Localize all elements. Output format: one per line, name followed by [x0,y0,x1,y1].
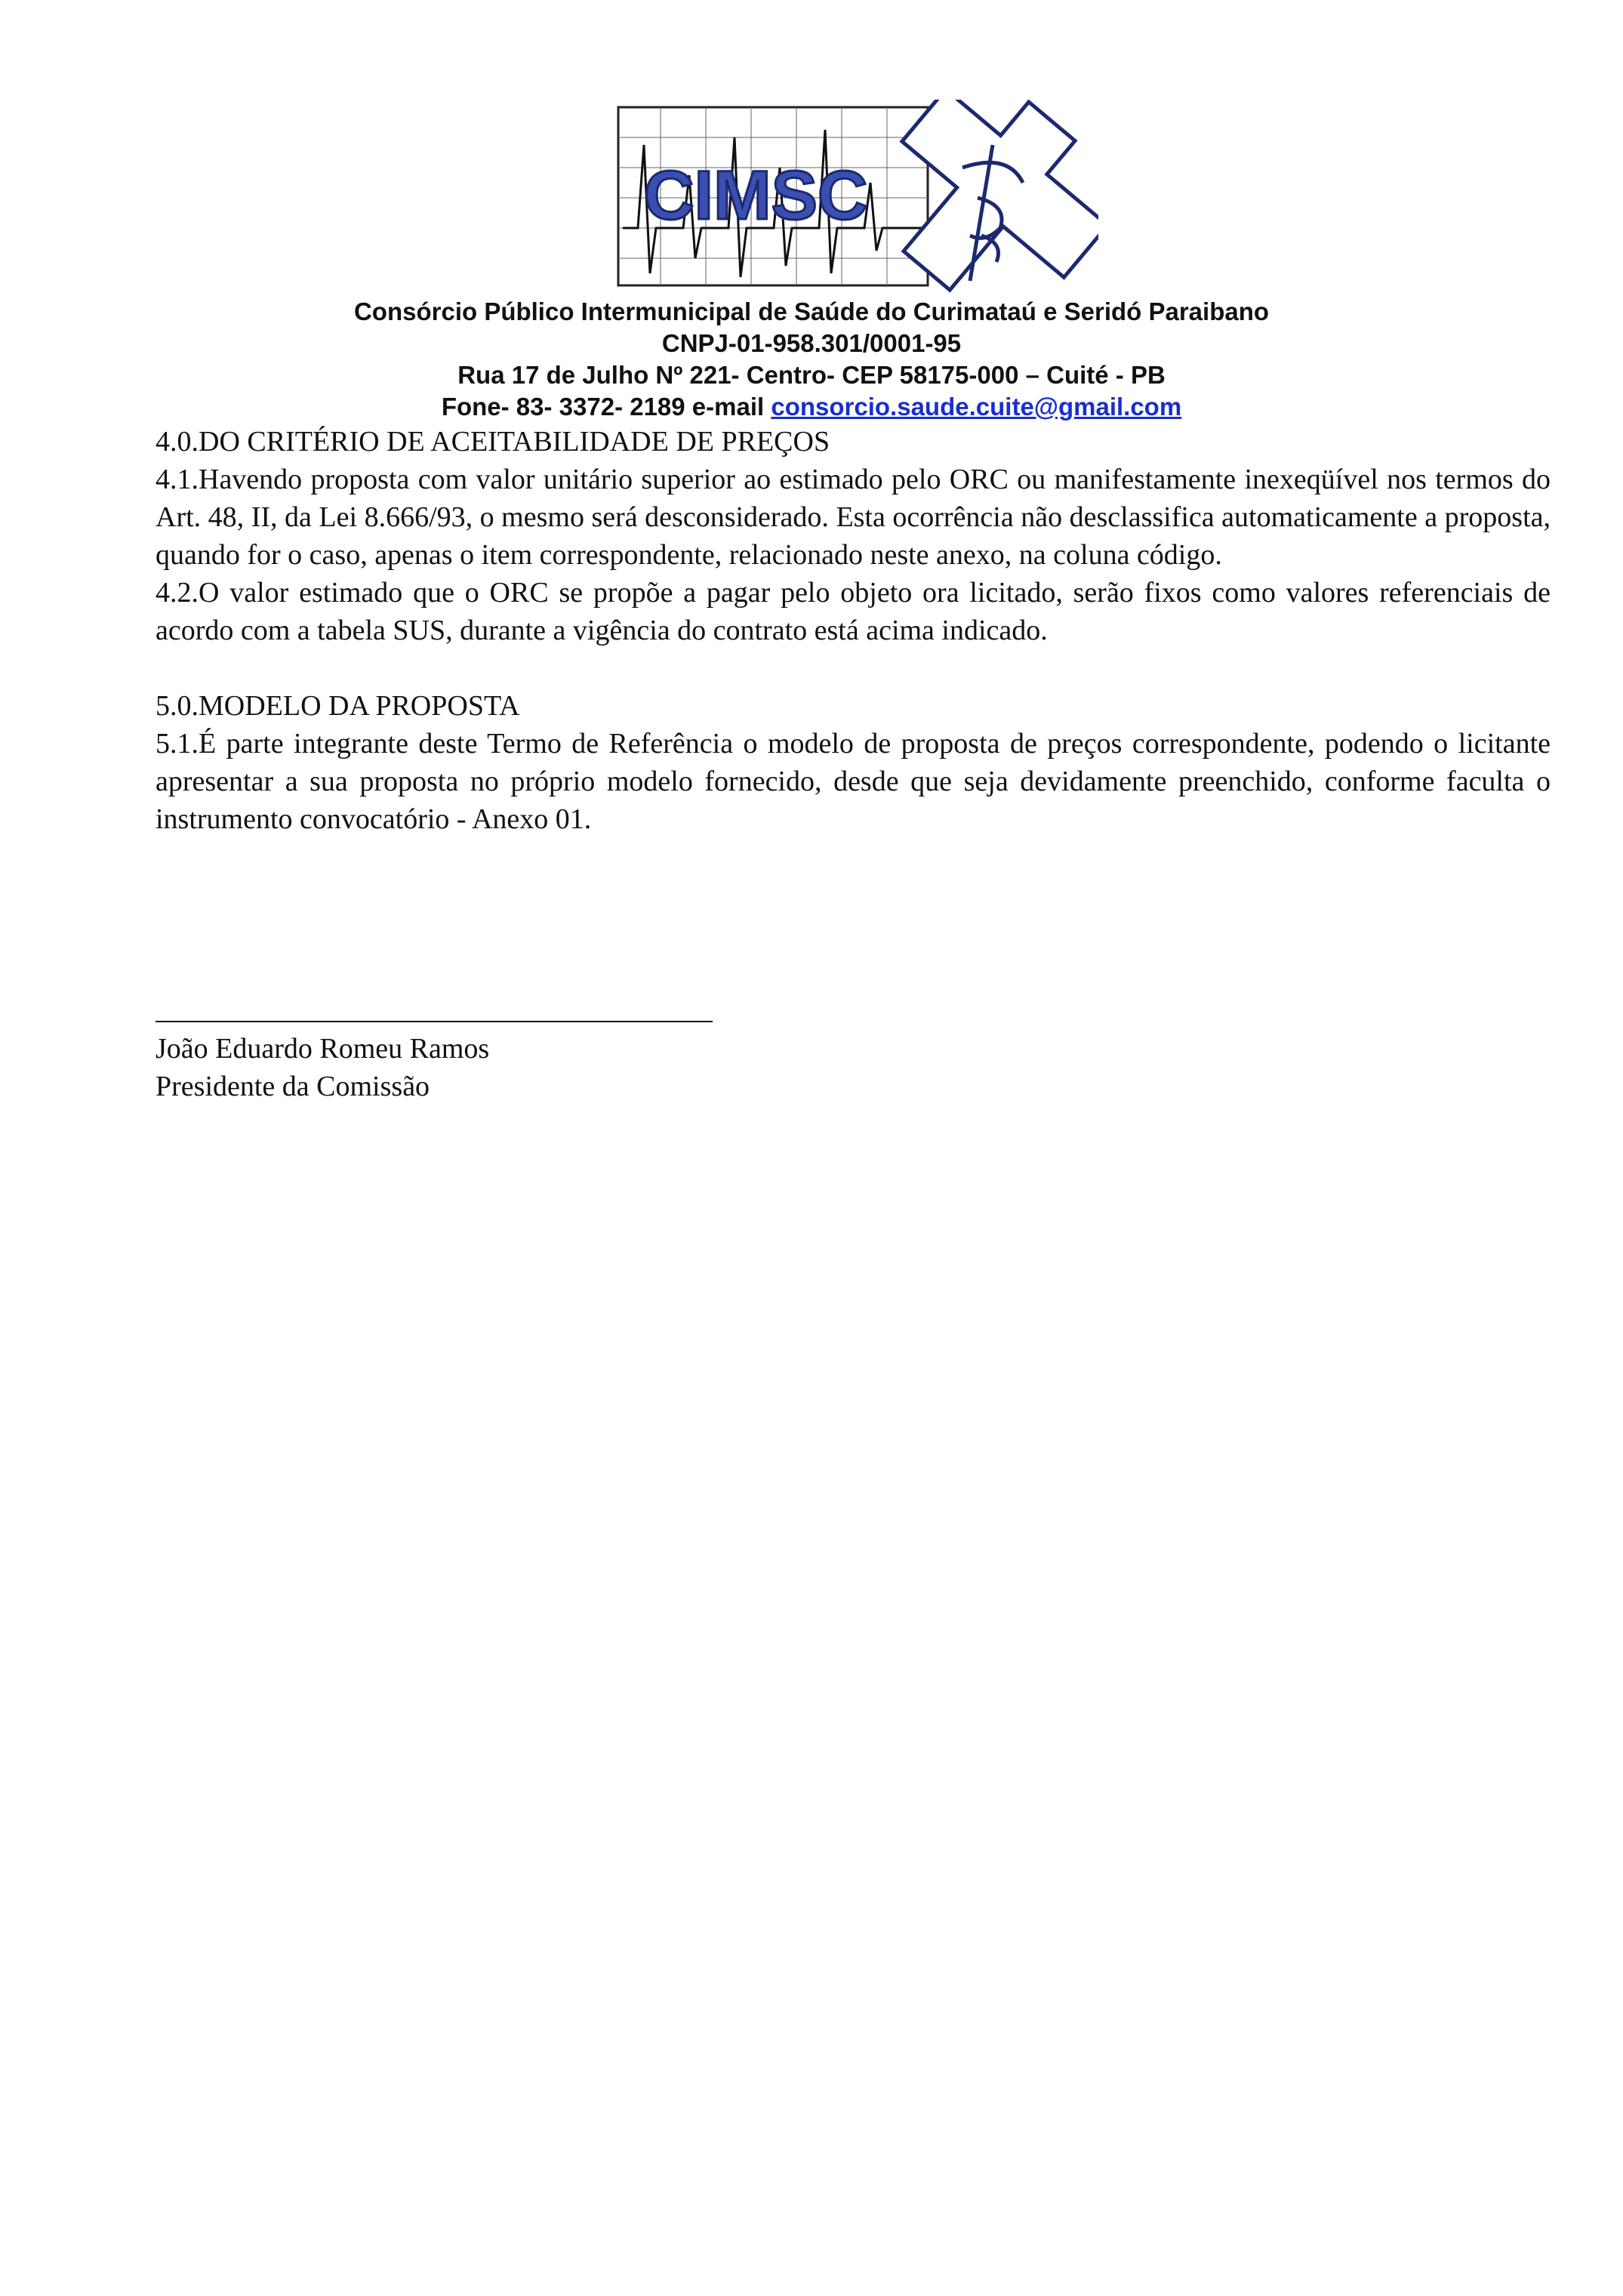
cnpj: CNPJ-01-958.301/0001-95 [661,329,962,357]
section-5-title: 5.0.MODELO DA PROPOSTA [156,690,520,722]
logo-text: CIMSC [644,157,868,234]
section-4-title: 4.0.DO CRITÉRIO DE ACEITABILIDADE DE PREÇOS [156,426,830,458]
phone: Fone- 83- 3372- 2189 e-mail [441,393,771,421]
section-5-1: 5.1.É parte integrante deste Termo de Referência o modelo de proposta de preços correspondente, podendo o licitante apresentar a sua proposta no próprio modelo fornecido, desde que seja devidamente preenchido, conforme faculta o instrumento convocatório - Anexo 01. [156,728,1551,835]
signature-line [156,1006,713,1022]
signer-title: Presidente da Comissão [156,1071,430,1102]
document-body [156,423,1551,838]
cimsc-logo [615,100,1098,297]
letterhead [0,296,1623,423]
section-4-1: 4.1.Havendo proposta com valor unitário superior ao estimado pelo ORC ou manifestamente inexeqüível nos termos do Art. 48, II, da Lei 8.666/93, o mesmo será desconsiderado. Esta ocorrência não desclassifica automaticamente a proposta, quando for o caso, apenas o item correspondente, relacionado neste anexo, na coluna código. [156,464,1551,571]
email-link[interactable]: consorcio.saude.cuite@gmail.com [771,393,1182,421]
signature-block [156,1006,713,1105]
address: Rua 17 de Julho Nº 221- Centro- CEP 58175-000 – Cuité - PB [457,361,1166,389]
signer-name: João Eduardo Romeu Ramos [156,1033,490,1065]
section-4-2: 4.2.O valor estimado que o ORC se propõe a pagar pelo objeto ora licitado, serão fixos como valores referenciais de acordo com a tabela SUS, durante a vigência do contrato está acima indicado. [156,577,1551,646]
org-name: Consórcio Público Intermunicipal de Saúde do Curimataú e Seridó Paraibano [353,297,1270,325]
contact-line [0,391,1623,423]
